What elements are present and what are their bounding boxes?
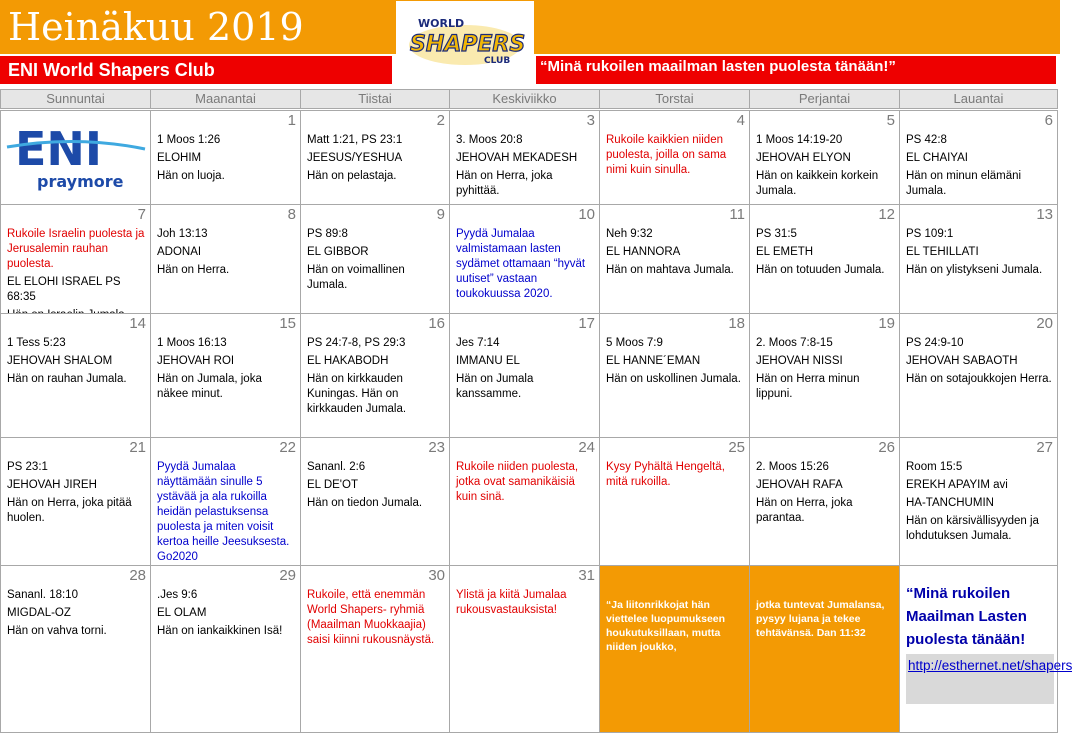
day-text bbox=[7, 227, 145, 326]
day-text-line: 5 Moos 7:9 bbox=[606, 337, 663, 349]
day-text-line: 1 Moos 1:26 bbox=[157, 134, 221, 146]
day-text bbox=[157, 227, 295, 281]
day-cell-20 bbox=[899, 313, 1058, 438]
day-cell-22 bbox=[150, 437, 301, 566]
calendar-grid bbox=[0, 89, 1072, 732]
day-text-line: PS 89:8 bbox=[307, 228, 348, 240]
day-number: 26 bbox=[878, 439, 895, 456]
day-text bbox=[756, 336, 894, 405]
day-text-line: PS 42:8 bbox=[906, 134, 947, 146]
day-cell-28 bbox=[0, 565, 151, 733]
day-cell-9 bbox=[300, 204, 450, 314]
day-cell-30 bbox=[300, 565, 450, 733]
day-text-line: Hän on rauhan Jumala. bbox=[7, 373, 127, 385]
day-number: 25 bbox=[728, 439, 745, 456]
day-cell-12 bbox=[749, 204, 900, 314]
day-text-line: jotka tuntevat Jumalansa, pysyy lujana ja tekee tehtävänsä. Dan 11:32 bbox=[756, 599, 885, 639]
day-text-line: PS 109:1 bbox=[906, 228, 954, 240]
day-number: 5 bbox=[886, 112, 895, 129]
day-text-line: Hän on ylistykseni Jumala. bbox=[906, 264, 1043, 276]
day-text-line: Hän on luoja. bbox=[157, 170, 225, 182]
day-text bbox=[456, 588, 594, 621]
day-text-line: JEHOVAH JIREH bbox=[7, 479, 97, 491]
day-number: 29 bbox=[279, 567, 296, 584]
day-text-line: “Minä rukoilen Maailman Lasten puolesta tänään! bbox=[906, 585, 1027, 648]
day-text bbox=[157, 336, 295, 405]
day-text-line: Hän on Herra, joka pitää huolen. bbox=[7, 497, 132, 524]
day-text-line: EL HAKABODH bbox=[307, 355, 389, 367]
day-number: 14 bbox=[129, 315, 146, 332]
shapers-link[interactable]: http://esthernet.net/shapers bbox=[908, 658, 1072, 673]
day-text bbox=[307, 227, 444, 296]
day-text bbox=[456, 336, 594, 405]
day-number: 22 bbox=[279, 439, 296, 456]
weekday-header: Sunnuntai bbox=[0, 89, 151, 109]
day-number: 16 bbox=[428, 315, 445, 332]
day-text-line: Hän on vahva torni. bbox=[7, 625, 107, 637]
day-cell-7 bbox=[0, 204, 151, 314]
day-text-line: PS 24:9-10 bbox=[906, 337, 964, 349]
day-text-line: Hän on Herra. bbox=[157, 264, 230, 276]
day-text-line: IMMANU EL bbox=[456, 355, 520, 367]
day-text-line: Rukoile, että enemmän World Shapers- ryhmiä (Maailman Muokkaajia) saisi kiinni rukousnäystä. bbox=[307, 589, 435, 646]
day-cell-16 bbox=[300, 313, 450, 438]
day-text bbox=[456, 227, 594, 305]
day-text bbox=[756, 598, 894, 643]
svg-text:SHAPERS: SHAPERS bbox=[410, 32, 526, 57]
day-text-line: JEHOVAH SABAOTH bbox=[906, 355, 1018, 367]
club-name: ENI World Shapers Club bbox=[8, 60, 215, 80]
day-text-line: Hän on voimallinen Jumala. bbox=[307, 264, 405, 291]
day-text bbox=[7, 336, 145, 390]
day-number: 12 bbox=[878, 206, 895, 223]
day-cell-26 bbox=[749, 437, 900, 566]
day-text-line: Hän on Jumala, joka näkee minut. bbox=[157, 373, 262, 400]
eni-praymore-logo bbox=[7, 117, 147, 197]
day-number: 13 bbox=[1036, 206, 1053, 223]
day-text-line: Sananl. 18:10 bbox=[7, 589, 78, 601]
world-shapers-logo bbox=[396, 1, 534, 83]
day-text-line: Hän on minun elämäni Jumala. bbox=[906, 170, 1022, 197]
day-number: 19 bbox=[878, 315, 895, 332]
day-text bbox=[606, 227, 744, 281]
day-cell-17 bbox=[449, 313, 600, 438]
link-box bbox=[906, 654, 1072, 704]
day-text-line: EL GIBBOR bbox=[307, 246, 369, 258]
day-text-line: 2. Moos 7:8-15 bbox=[756, 337, 833, 349]
day-cell-2 bbox=[300, 110, 450, 205]
day-cell-24 bbox=[449, 437, 600, 566]
day-text-line: Rukoile niiden puolesta, jotka ovat samanikäisiä kuin sinä. bbox=[456, 461, 579, 503]
day-text-line: EL ELOHI ISRAEL PS 68:35 bbox=[7, 276, 121, 303]
day-number: 21 bbox=[129, 439, 146, 456]
day-text-line: Hän on kärsivällisyyden ja lohdutuksen Jumala. bbox=[906, 515, 1039, 542]
day-text-line: Hän on pelastaja. bbox=[307, 170, 397, 182]
day-text bbox=[606, 598, 744, 657]
day-text-line: Hän on uskollinen Jumala. bbox=[606, 373, 741, 385]
weekday-header: Lauantai bbox=[899, 89, 1058, 109]
day-number: 8 bbox=[287, 206, 296, 223]
weekday-header: Torstai bbox=[599, 89, 750, 109]
day-text bbox=[157, 133, 295, 187]
day-cell-5 bbox=[749, 110, 900, 205]
day-text-line: Joh 13:13 bbox=[157, 228, 208, 240]
day-number: 10 bbox=[578, 206, 595, 223]
day-text-line: Rukoile Israelin puolesta ja Jerusalemin rauhan puolesta. bbox=[7, 228, 145, 270]
day-text-line: EL HANNORA bbox=[606, 246, 681, 258]
day-number: 9 bbox=[436, 206, 445, 223]
day-cell-23 bbox=[300, 437, 450, 566]
day-text-line: EL CHAIYAI bbox=[906, 152, 968, 164]
day-number: 23 bbox=[428, 439, 445, 456]
day-text-line: EL DE'OT bbox=[307, 479, 358, 491]
day-text bbox=[756, 133, 894, 202]
day-number: 20 bbox=[1036, 315, 1053, 332]
day-text-line: Ylistä ja kiitä Jumalaa rukousvastauksista! bbox=[456, 589, 567, 616]
day-text-line: PS 24:7-8, PS 29:3 bbox=[307, 337, 406, 349]
day-cell-29 bbox=[150, 565, 301, 733]
day-text-line: Pyydä Jumalaa näyttämään sinulle 5 ystävää ja ala rukoilla heidän pelastuksensa puolesta ja miten voisit kertoa heille Jeesuksesta. Go2020 bbox=[157, 461, 290, 563]
day-text-line: ADONAI bbox=[157, 246, 202, 258]
day-text-line: Hän on Jumala kanssamme. bbox=[456, 373, 534, 400]
day-number: 3 bbox=[586, 112, 595, 129]
day-cell-note bbox=[599, 565, 750, 733]
day-text bbox=[157, 588, 295, 642]
weekday-header: Maanantai bbox=[150, 89, 301, 109]
day-text bbox=[307, 336, 444, 420]
day-text-line: .Jes 9:6 bbox=[157, 589, 198, 601]
day-text bbox=[307, 588, 444, 651]
eni-logo-letters: ENI bbox=[15, 122, 103, 176]
day-text bbox=[157, 460, 295, 568]
day-text-line: Rukoile kaikkien niiden puolesta, joilla on sama nimi kuin sinulla. bbox=[606, 134, 727, 176]
day-text bbox=[906, 582, 1052, 654]
day-text-line: EREKH APAYIM avi bbox=[906, 479, 1008, 491]
page-title: Heinäkuu 2019 bbox=[8, 5, 304, 49]
day-text bbox=[307, 460, 444, 514]
day-text-line: JEHOVAH RAFA bbox=[756, 479, 843, 491]
day-text-line: EL TEHILLATI bbox=[906, 246, 979, 258]
day-text-line: JEHOVAH ROI bbox=[157, 355, 235, 367]
day-text-line: Matt 1:21, PS 23:1 bbox=[307, 134, 403, 146]
day-text bbox=[756, 227, 894, 281]
day-cell-note bbox=[899, 565, 1072, 733]
day-text bbox=[456, 133, 594, 202]
day-text-line: 1 Tess 5:23 bbox=[7, 337, 66, 349]
day-text-line: Jes 7:14 bbox=[456, 337, 500, 349]
day-number: 15 bbox=[279, 315, 296, 332]
weekday-header: Tiistai bbox=[300, 89, 450, 109]
day-text-line: Hän on sotajoukkojen Herra. bbox=[906, 373, 1052, 385]
day-cell-31 bbox=[449, 565, 600, 733]
day-number: 31 bbox=[578, 567, 595, 584]
day-text-line: PS 23:1 bbox=[7, 461, 48, 473]
day-text bbox=[906, 133, 1052, 202]
day-number: 11 bbox=[729, 206, 745, 223]
day-number: 28 bbox=[129, 567, 146, 584]
day-text-line: MIGDAL-OZ bbox=[7, 607, 71, 619]
day-text-line: Neh 9:32 bbox=[606, 228, 653, 240]
day-text-line: JEHOVAH MEKADESH bbox=[456, 152, 578, 164]
day-number: 27 bbox=[1036, 439, 1053, 456]
day-number: 4 bbox=[736, 112, 745, 129]
day-text-line: 1 Moos 14:19-20 bbox=[756, 134, 843, 146]
day-cell-27 bbox=[899, 437, 1058, 566]
day-text bbox=[906, 336, 1052, 390]
motto-text: “Minä rukoilen maailman lasten puolesta tänään!” bbox=[540, 58, 896, 75]
day-text-line: 2. Moos 15:26 bbox=[756, 461, 829, 473]
day-text-line: Hän on totuuden Jumala. bbox=[756, 264, 885, 276]
day-text-line: 1 Moos 16:13 bbox=[157, 337, 227, 349]
day-cell-8 bbox=[150, 204, 301, 314]
day-text-line: EL EMETH bbox=[756, 246, 814, 258]
day-text-line: PS 31:5 bbox=[756, 228, 797, 240]
day-text bbox=[456, 460, 594, 508]
day-text bbox=[756, 460, 894, 529]
day-cell-1 bbox=[150, 110, 301, 205]
day-text-line: Sananl. 2:6 bbox=[307, 461, 366, 473]
day-text-line: JEHOVAH NISSI bbox=[756, 355, 843, 367]
day-text bbox=[906, 227, 1052, 281]
day-number: 1 bbox=[287, 112, 296, 129]
day-number: 18 bbox=[728, 315, 745, 332]
day-cell-19 bbox=[749, 313, 900, 438]
day-number: 30 bbox=[428, 567, 445, 584]
day-text-line: EL HANNE´EMAN bbox=[606, 355, 701, 367]
day-text-line: Hän on kirkkauden Kuningas. Hän on kirkkauden Jumala. bbox=[307, 373, 407, 415]
day-text-line: JEHOVAH ELYON bbox=[756, 152, 851, 164]
day-text-line: Room 15:5 bbox=[906, 461, 963, 473]
day-number: 7 bbox=[137, 206, 146, 223]
day-text bbox=[906, 460, 1052, 547]
day-text-line: JEHOVAH SHALOM bbox=[7, 355, 113, 367]
day-text-line: 3. Moos 20:8 bbox=[456, 134, 523, 146]
weekday-header: Keskiviikko bbox=[449, 89, 600, 109]
day-number: 6 bbox=[1044, 112, 1053, 129]
day-cell-13 bbox=[899, 204, 1058, 314]
day-cell-10 bbox=[449, 204, 600, 314]
day-text-line: Hän on mahtava Jumala. bbox=[606, 264, 734, 276]
day-text-line: Kysy Pyhältä Hengeltä, mitä rukoilla. bbox=[606, 461, 725, 488]
day-cell-logo bbox=[0, 110, 151, 205]
day-text bbox=[7, 588, 145, 642]
day-text-line: Hän on tiedon Jumala. bbox=[307, 497, 423, 509]
day-text bbox=[606, 460, 744, 493]
day-text-line: Hän on kaikkein korkein Jumala. bbox=[756, 170, 879, 197]
day-cell-25 bbox=[599, 437, 750, 566]
weekday-header: Perjantai bbox=[749, 89, 900, 109]
svg-text:WORLD: WORLD bbox=[418, 17, 465, 30]
day-cell-6 bbox=[899, 110, 1058, 205]
day-text bbox=[606, 336, 744, 390]
day-cell-18 bbox=[599, 313, 750, 438]
day-cell-21 bbox=[0, 437, 151, 566]
day-text-line: Hän on Herra minun lippuni. bbox=[756, 373, 860, 400]
svg-text:CLUB: CLUB bbox=[484, 56, 511, 66]
day-cell-11 bbox=[599, 204, 750, 314]
day-text bbox=[307, 133, 444, 187]
day-number: 2 bbox=[436, 112, 445, 129]
day-cell-15 bbox=[150, 313, 301, 438]
day-text-line: “Ja liitonrikkojat hän viettelee luopumukseen houkutuksillaan, mutta niiden joukko, bbox=[606, 599, 726, 653]
day-cell-note bbox=[749, 565, 900, 733]
day-number: 17 bbox=[578, 315, 595, 332]
day-cell-4 bbox=[599, 110, 750, 205]
day-text-line: JEESUS/YESHUA bbox=[307, 152, 403, 164]
day-text-line: HA-TANCHUMIN bbox=[906, 497, 994, 509]
day-text-line: Pyydä Jumalaa valmistamaan lasten sydämet ottamaan “hyvät uutiset” vastaan toukokuussa 2020. bbox=[456, 228, 586, 300]
day-cell-14 bbox=[0, 313, 151, 438]
day-text-line: Hän on iankaikkinen Isä! bbox=[157, 625, 283, 637]
day-text bbox=[606, 133, 744, 181]
day-cell-3 bbox=[449, 110, 600, 205]
day-text bbox=[7, 460, 145, 529]
eni-logo-subtitle: praymore bbox=[37, 172, 124, 191]
day-text-line: Hän on Herra, joka parantaa. bbox=[756, 497, 853, 524]
day-text-line: EL OLAM bbox=[157, 607, 207, 619]
day-text-line: ELOHIM bbox=[157, 152, 202, 164]
day-text-line: Hän on Herra, joka pyhittää. bbox=[456, 170, 553, 197]
day-number: 24 bbox=[578, 439, 595, 456]
